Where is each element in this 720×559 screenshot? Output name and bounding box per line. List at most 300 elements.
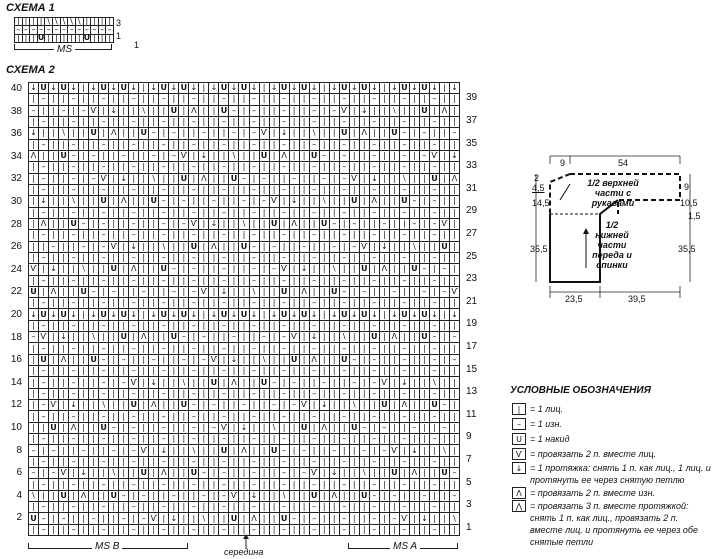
schema2-cell (129, 140, 138, 150)
schema2-cell (209, 230, 218, 240)
schema2-cell (69, 140, 78, 150)
schema2-cell (400, 117, 409, 127)
schema2-cell (250, 83, 259, 93)
schema2-cell (430, 332, 439, 342)
schema2-cell (260, 287, 269, 297)
schema2-cell (270, 468, 279, 478)
schema2-cell (320, 117, 329, 127)
schema2-cell (239, 264, 248, 274)
schema2-cell (360, 366, 369, 376)
schema2-cell (320, 468, 329, 478)
schema2-cell (89, 230, 98, 240)
schema2-cell (250, 309, 259, 319)
schema2-cell (390, 253, 399, 263)
schema2-cell (229, 128, 238, 138)
schema2-cell (229, 94, 238, 104)
schema2-cell (129, 468, 138, 478)
schema2-cell (290, 411, 299, 421)
schema2-cell (270, 117, 279, 127)
schema2-cell (320, 242, 329, 252)
dim-bottom-1: 23,5 (565, 294, 583, 304)
schema2-cell (49, 83, 58, 93)
schema2-cell (49, 377, 58, 387)
schema2-cell (209, 196, 218, 206)
schema2-cell (260, 479, 269, 489)
schema2-cell (29, 389, 38, 399)
left-row-number: 28 (10, 218, 22, 230)
schema2-cell (39, 230, 48, 240)
schema2-cell (109, 151, 118, 161)
schema1-cell (76, 35, 83, 42)
schema2-cell (410, 321, 419, 331)
schema2-cell (440, 479, 449, 489)
schema2-cell (239, 230, 248, 240)
schema2-cell (179, 479, 188, 489)
schema2-cell (159, 208, 168, 218)
schema2-cell (199, 151, 208, 161)
schema2-cell (239, 208, 248, 218)
schema2-cell (49, 117, 58, 127)
schema2-cell (250, 321, 259, 331)
schema2-cell (99, 343, 108, 353)
schema2-cell (330, 343, 339, 353)
schema1-cell (106, 18, 113, 25)
schema2-cell (119, 196, 128, 206)
schema2-cell (420, 468, 429, 478)
schema2-cell (350, 502, 359, 512)
schema1-cell (76, 18, 83, 25)
schema1-row-label-bottom: 1 (116, 31, 122, 41)
schema2-cell (260, 400, 269, 410)
schema2-cell (360, 434, 369, 444)
schema2-cell (89, 287, 98, 297)
schema2-cell (179, 140, 188, 150)
schema2-cell (340, 264, 349, 274)
schema2-cell (79, 196, 88, 206)
schema2-cell (310, 411, 319, 421)
schema2-cell (59, 219, 68, 229)
schema2-cell (280, 298, 289, 308)
schema2-cell (340, 185, 349, 195)
schema2-cell (179, 117, 188, 127)
schema2-cell (340, 377, 349, 387)
schema2-cell (199, 106, 208, 116)
schema2-cell (69, 196, 78, 206)
schema2-cell (209, 140, 218, 150)
schema2-cell (260, 491, 269, 501)
schema2-cell (320, 106, 329, 116)
schema2-cell (169, 457, 178, 467)
schema2-cell (350, 377, 359, 387)
schema2-cell (420, 525, 429, 535)
schema2-cell (410, 309, 419, 319)
schema2-cell (410, 479, 419, 489)
schema2-cell (59, 332, 68, 342)
schema2-cell (430, 343, 439, 353)
schema2-cell (320, 423, 329, 433)
schema2-cell (209, 287, 218, 297)
schema2-cell (189, 253, 198, 263)
schema2-cell (39, 377, 48, 387)
schema2-cell (139, 287, 148, 297)
schema2-cell (59, 502, 68, 512)
schema2-cell (400, 264, 409, 274)
schema2-cell (410, 83, 419, 93)
schema2-cell (79, 389, 88, 399)
schema2-cell (250, 287, 259, 297)
schema2-cell (380, 309, 389, 319)
schema2-cell (260, 174, 269, 184)
schema2-cell (199, 309, 208, 319)
schema2-cell (370, 479, 379, 489)
schema2-cell (189, 491, 198, 501)
schema2-cell (89, 219, 98, 229)
schema1-cell (91, 26, 98, 33)
schema2-cell (109, 298, 118, 308)
schema2-cell (290, 366, 299, 376)
schema2-cell (239, 219, 248, 229)
schema2-cell (340, 83, 349, 93)
schema2-cell (340, 468, 349, 478)
schema2-cell (119, 276, 128, 286)
schema2-cell (360, 377, 369, 387)
schema2-cell (420, 219, 429, 229)
left-row-number: 40 (10, 83, 22, 94)
schema2-cell (340, 400, 349, 410)
schema2-cell (219, 468, 228, 478)
schema2-cell (209, 457, 218, 467)
schema2-cell (169, 513, 178, 523)
schema2-cell (290, 389, 299, 399)
schema2-cell (229, 264, 238, 274)
schema2-cell (360, 106, 369, 116)
schema2-cell (29, 242, 38, 252)
schema2-cell (99, 242, 108, 252)
schema2-cell (239, 287, 248, 297)
schema2-cell (219, 457, 228, 467)
right-row-number: 7 (466, 453, 472, 465)
schema2-cell (250, 196, 259, 206)
schema2-cell (219, 140, 228, 150)
schema2-cell (370, 343, 379, 353)
schema1-cell (38, 26, 45, 33)
schema2-cell (430, 298, 439, 308)
schema2-cell (440, 332, 449, 342)
schema2-cell (400, 355, 409, 365)
schema2-cell (169, 219, 178, 229)
schema2-cell (29, 94, 38, 104)
schema2-cell (109, 94, 118, 104)
schema2-cell (69, 491, 78, 501)
schema2-cell (179, 389, 188, 399)
schema2-cell (360, 525, 369, 535)
schema2-cell (340, 355, 349, 365)
schema1-cell (68, 18, 75, 25)
schema2-cell (390, 151, 399, 161)
schema2-cell (119, 400, 128, 410)
schema2-cell (89, 355, 98, 365)
schema2-cell (199, 185, 208, 195)
schema2-cell (250, 400, 259, 410)
schema2-cell (270, 242, 279, 252)
schema2-cell (300, 332, 309, 342)
schema2-cell (370, 128, 379, 138)
center-label: середина (224, 547, 264, 557)
schema2-cell (39, 445, 48, 455)
schema2-cell (250, 411, 259, 421)
schema2-cell (149, 321, 158, 331)
schema2-cell (280, 196, 289, 206)
schema2-cell (59, 253, 68, 263)
schema2-cell (260, 525, 269, 535)
schema2-cell (390, 117, 399, 127)
schema2-cell (109, 411, 118, 421)
schema2-cell (340, 366, 349, 376)
schema2-cell (219, 196, 228, 206)
schema2-cell (199, 117, 208, 127)
schema2-cell (209, 106, 218, 116)
schema2-cell (350, 400, 359, 410)
schema2-cell (39, 128, 48, 138)
schema2-cell (39, 400, 48, 410)
schema2-cell (229, 174, 238, 184)
schema2-cell (99, 196, 108, 206)
schema2-cell (109, 513, 118, 523)
schema2-cell (370, 400, 379, 410)
legend-text: = 1 накид (530, 434, 570, 444)
schema2-cell (219, 174, 228, 184)
schema2-cell (129, 513, 138, 523)
schema1-title: СХЕМА 1 (6, 2, 55, 14)
schema2-cell (229, 434, 238, 444)
schema2-cell (400, 162, 409, 172)
schema2-cell (119, 219, 128, 229)
schema2-cell (340, 162, 349, 172)
cdd-icon: ⋀ (512, 500, 526, 512)
schema2-cell (330, 185, 339, 195)
schema2-cell (440, 434, 449, 444)
schema2-cell (310, 83, 319, 93)
schema2-cell (69, 185, 78, 195)
schema2-cell (169, 309, 178, 319)
schema2-cell (219, 287, 228, 297)
schema2-cell (169, 83, 178, 93)
schema2-cell (229, 196, 238, 206)
schema2-cell (400, 219, 409, 229)
schema2-cell (260, 208, 269, 218)
schema2-cell (280, 276, 289, 286)
schema2-cell (219, 162, 228, 172)
schema2-cell (350, 343, 359, 353)
schema2-cell (169, 196, 178, 206)
schema2-cell (189, 468, 198, 478)
schema2-cell (440, 230, 449, 240)
schema2-cell (89, 321, 98, 331)
schema2-cell (129, 264, 138, 274)
schema2-cell (99, 185, 108, 195)
schema2-cell (370, 106, 379, 116)
schema2-cell (340, 457, 349, 467)
schema2-cell (99, 219, 108, 229)
schema2-cell (89, 411, 98, 421)
schema2-cell (380, 196, 389, 206)
schema2-cell (270, 457, 279, 467)
schema2-cell (69, 343, 78, 353)
schema2-cell (310, 162, 319, 172)
schema2-cell (370, 264, 379, 274)
schema2-cell (440, 445, 449, 455)
schema2-cell (209, 343, 218, 353)
schema2-cell (330, 83, 339, 93)
schema2-cell (430, 196, 439, 206)
schema2-cell (350, 434, 359, 444)
schema2-cell (440, 298, 449, 308)
schema2-cell (199, 162, 208, 172)
schema2-cell (169, 94, 178, 104)
schema2-cell (430, 174, 439, 184)
schema2-cell (79, 264, 88, 274)
schema2-cell (179, 276, 188, 286)
schema2-cell (59, 117, 68, 127)
schema2-cell (149, 298, 158, 308)
schema2-cell (159, 309, 168, 319)
schema2-cell (99, 377, 108, 387)
schema2-cell (49, 219, 58, 229)
schema2-cell (250, 355, 259, 365)
schema2-cell (320, 377, 329, 387)
schema2-cell (360, 321, 369, 331)
schema2-cell (350, 389, 359, 399)
schema2-cell (370, 434, 379, 444)
schema2-cell (420, 332, 429, 342)
schema2-cell (199, 208, 208, 218)
schema2-cell (89, 94, 98, 104)
dim-top-2: 54 (618, 158, 629, 168)
right-row-number: 1 (466, 521, 472, 533)
schema2-cell (250, 343, 259, 353)
schema1-cell (76, 26, 83, 33)
schema2-cell (199, 468, 208, 478)
schema2-cell (119, 332, 128, 342)
schema2-cell (29, 174, 38, 184)
right-row-number: 13 (466, 386, 478, 398)
schema2-cell (330, 196, 339, 206)
schema2-cell (39, 253, 48, 263)
schema2-cell (79, 162, 88, 172)
schema2-cell (69, 230, 78, 240)
schema2-cell (310, 491, 319, 501)
schema2-cell (79, 185, 88, 195)
schema2-cell (179, 321, 188, 331)
schema2-cell (450, 140, 459, 150)
schema2-cell (39, 366, 48, 376)
schema2-cell (59, 174, 68, 184)
schema2-cell (239, 445, 248, 455)
schema2-cell (380, 185, 389, 195)
schema2-cell (179, 151, 188, 161)
schema2-cell (250, 140, 259, 150)
schema2-cell (330, 366, 339, 376)
schema2-cell (270, 230, 279, 240)
schema2-cell (59, 106, 68, 116)
schema2-cell (310, 140, 319, 150)
schema1-cell (15, 35, 22, 42)
schema2-cell (159, 479, 168, 489)
schema2-cell (219, 94, 228, 104)
schema2-cell (260, 366, 269, 376)
schema2-cell (189, 83, 198, 93)
schema2-cell (79, 321, 88, 331)
schema2-cell (229, 151, 238, 161)
schema2-cell (119, 377, 128, 387)
schema2-cell (179, 309, 188, 319)
schema2-cell (199, 276, 208, 286)
schema2-cell (199, 264, 208, 274)
schema2-cell (380, 525, 389, 535)
schema2-cell (229, 162, 238, 172)
schema2-cell (149, 128, 158, 138)
schema2-cell (400, 332, 409, 342)
schema2-cell (400, 94, 409, 104)
schema2-cell (340, 242, 349, 252)
schema2-cell (109, 83, 118, 93)
schema2-cell (350, 513, 359, 523)
schema2-cell (229, 117, 238, 127)
schema2-cell (400, 174, 409, 184)
schema1-cell (45, 35, 52, 42)
schema2-cell (290, 309, 299, 319)
schema2-cell (119, 94, 128, 104)
schema2-cell (290, 83, 299, 93)
schema2-cell (300, 83, 309, 93)
schema2-cell (89, 162, 98, 172)
schema2-cell (219, 230, 228, 240)
schema2-cell (390, 411, 399, 421)
schema2-cell (300, 400, 309, 410)
schema2-cell (189, 219, 198, 229)
schema2-cell (99, 479, 108, 489)
schema2-cell (420, 151, 429, 161)
schema2-cell (270, 513, 279, 523)
schema2-cell (69, 128, 78, 138)
schema2-cell (450, 253, 459, 263)
schema2-cell (229, 298, 238, 308)
schema2-cell (390, 321, 399, 331)
schema2-cell (360, 411, 369, 421)
left-row-number: 30 (10, 196, 22, 207)
schema2-cell (159, 162, 168, 172)
schema2-cell (219, 242, 228, 252)
schema2-cell (370, 457, 379, 467)
schema2-cell (79, 230, 88, 240)
upper-part-label: 1/2 верхней части с рукавами (587, 178, 639, 208)
schema2-cell (390, 377, 399, 387)
schema2-cell (380, 332, 389, 342)
schema2-cell (169, 400, 178, 410)
schema2-cell (320, 434, 329, 444)
schema2-cell (119, 468, 128, 478)
schema2-cell (109, 377, 118, 387)
schema2-cell (430, 502, 439, 512)
schema2-cell (59, 230, 68, 240)
schema2-cell (380, 513, 389, 523)
schema2-cell (69, 423, 78, 433)
schema2-cell (450, 321, 459, 331)
schema2-cell (39, 343, 48, 353)
schema2-cell (390, 196, 399, 206)
dim-left-4: 35,5 (530, 244, 548, 254)
schema2-cell (260, 423, 269, 433)
